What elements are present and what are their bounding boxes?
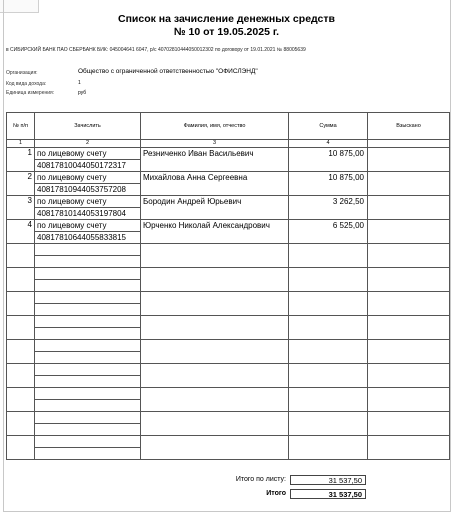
row-account: 40817810044050172317	[35, 160, 141, 172]
row-name: Юрченко Николай Александрович	[141, 220, 289, 244]
colnum-3: 3	[141, 140, 289, 148]
row-num: 2	[7, 172, 35, 196]
row-name: Михайлова Анна Сергеевна	[141, 172, 289, 196]
row-credit: по лицевому счету	[35, 196, 141, 208]
row-amount: 10 875,00	[289, 172, 368, 196]
page-total-value: 31 537,50	[290, 475, 366, 485]
document-title: Список на зачисление денежных средств	[118, 13, 335, 25]
grand-total-value: 31 537,50	[290, 489, 366, 499]
table-row-empty	[7, 412, 450, 424]
row-num: 4	[7, 220, 35, 244]
row-collected	[368, 196, 450, 220]
row-num: 1	[7, 148, 35, 172]
org-value: Общество с ограниченной ответственностью "ОФИСЛЭНД"	[78, 68, 258, 75]
row-amount: 3 262,50	[289, 196, 368, 220]
row-account: 40817810644055833815	[35, 232, 141, 244]
page-total-label: Итого по листу:	[235, 476, 286, 483]
colnum-2: 2	[35, 140, 141, 148]
table-row-empty	[7, 388, 450, 400]
table-row-empty	[7, 340, 450, 352]
table-row	[7, 148, 450, 160]
income-code-label: Код вида дохода:	[6, 81, 47, 87]
table-row-empty	[7, 364, 450, 376]
table-row	[7, 220, 450, 232]
colnum-5	[368, 140, 450, 148]
org-label: Организация:	[6, 70, 38, 76]
table-row-empty	[7, 244, 450, 256]
header-name: Фамилия, имя, отчество	[141, 113, 289, 140]
row-num: 3	[7, 196, 35, 220]
header-num: № п/п	[7, 113, 35, 140]
row-account: 40817810944053757208	[35, 184, 141, 196]
header-collected: Взыскано	[368, 113, 450, 140]
table-row-empty	[7, 436, 450, 448]
document-number: № 10 от 19.05.2025 г.	[173, 26, 280, 38]
row-credit: по лицевому счету	[35, 148, 141, 160]
table-row-empty	[7, 292, 450, 304]
row-collected	[368, 172, 450, 196]
colnum-4: 4	[289, 140, 368, 148]
payment-table	[6, 112, 450, 460]
unit-value: руб	[78, 90, 87, 96]
row-amount: 10 875,00	[289, 148, 368, 172]
row-name: Бородин Андрей Юрьевич	[141, 196, 289, 220]
row-account: 40817810144053197804	[35, 208, 141, 220]
header-amount: Сумма	[289, 113, 368, 140]
row-name: Резниченко Иван Васильевич	[141, 148, 289, 172]
table-row-empty	[7, 316, 450, 328]
unit-label: Единица измерения:	[6, 90, 55, 96]
row-credit: по лицевому счету	[35, 220, 141, 232]
row-collected	[368, 148, 450, 172]
income-code-value: 1	[78, 80, 81, 86]
header-credit: Зачислить	[35, 113, 141, 140]
grand-total-label: Итого	[266, 490, 286, 497]
row-collected	[368, 220, 450, 244]
row-credit: по лицевому счету	[35, 172, 141, 184]
row-amount: 6 525,00	[289, 220, 368, 244]
colnum-1: 1	[7, 140, 35, 148]
table-row	[7, 196, 450, 208]
bank-details: в СИБИРСКИЙ БАНК ПАО СБЕРБАНК БИК: 045004641 6047, р/с 40702810444050012302 по договору от 19.01.2021 № 88005639	[6, 47, 306, 53]
table-row-empty	[7, 268, 450, 280]
table-row	[7, 172, 450, 184]
